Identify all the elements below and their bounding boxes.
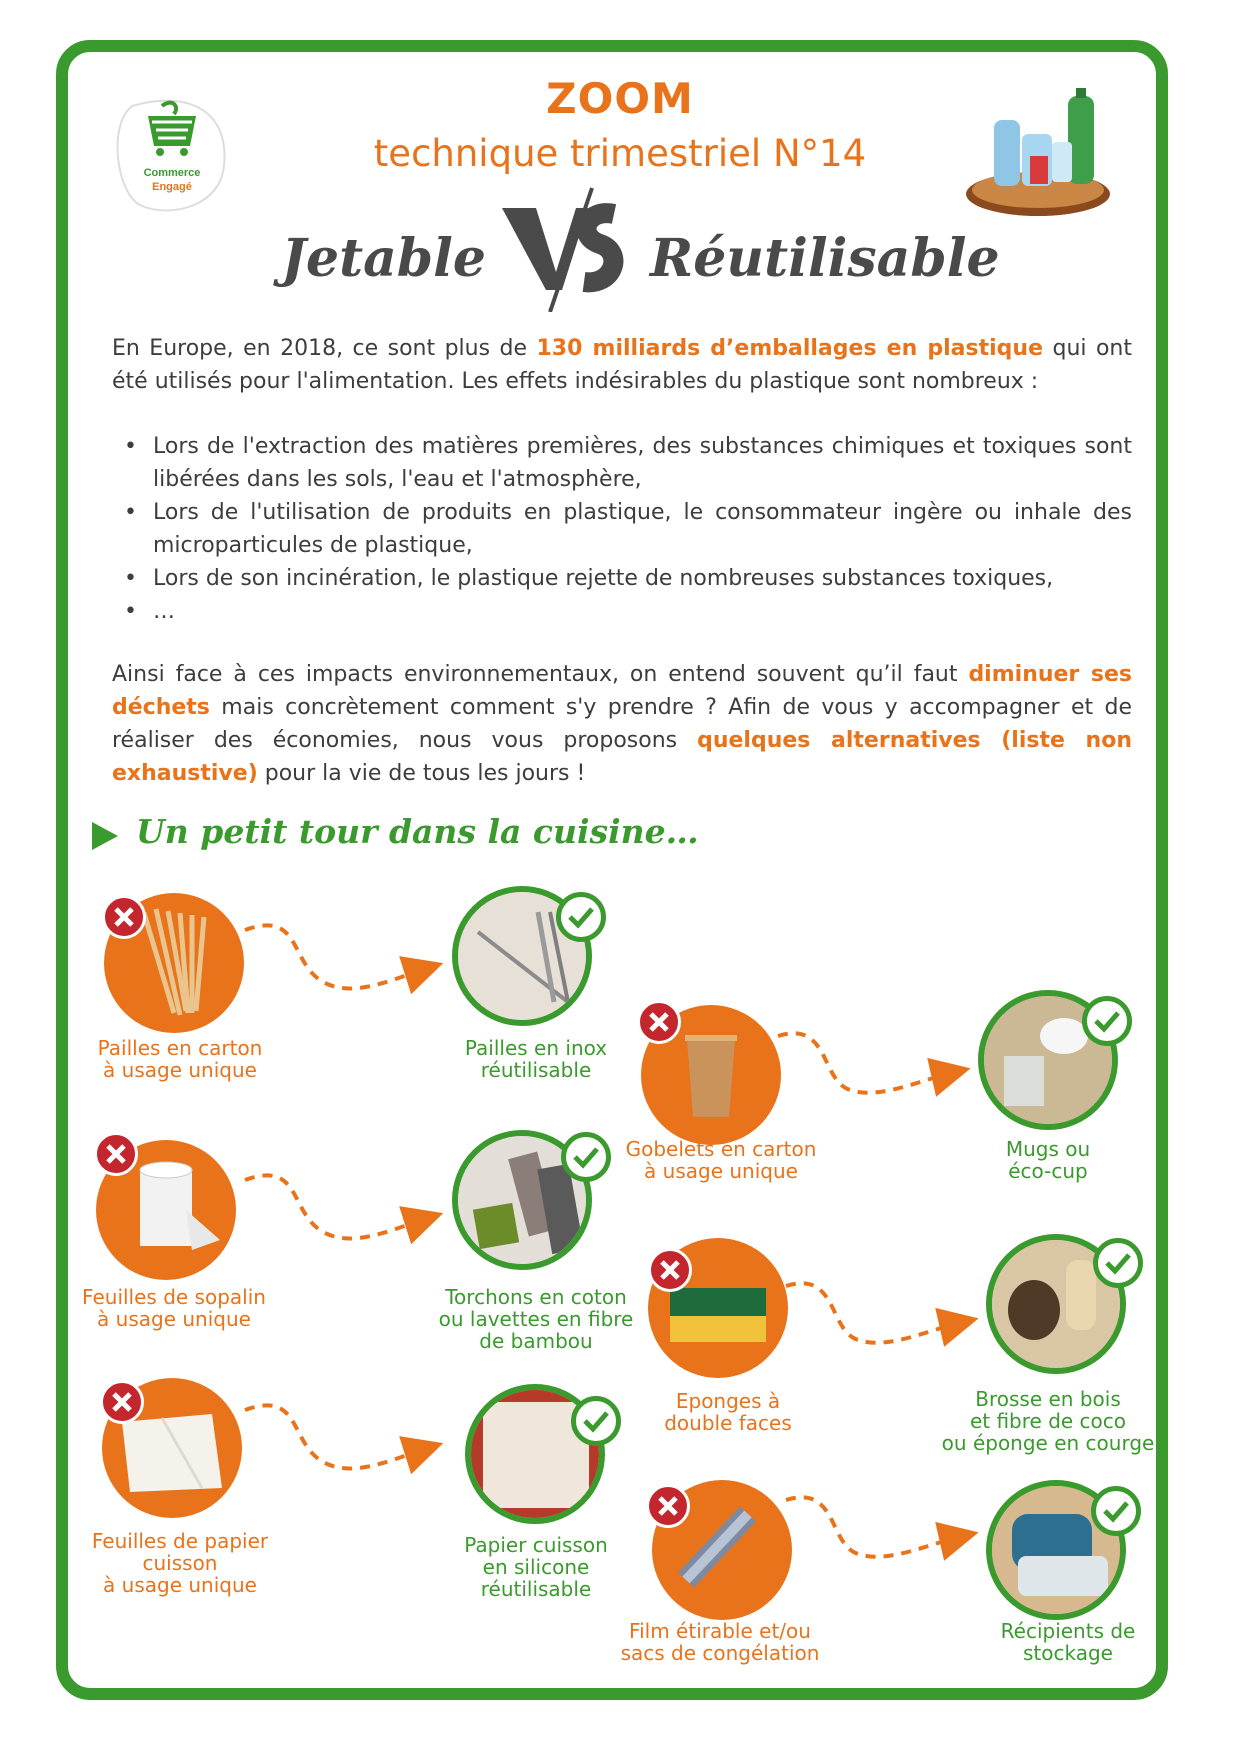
reusable-caption: Brosse en bois et fibre de coco ou éponge en courge bbox=[941, 1387, 1155, 1455]
intro-text: En Europe, en 2018, ce sont plus de bbox=[112, 336, 537, 361]
list-item: • Lors de l'extraction des matières premières, des substances chimiques et toxiques sont libérées dans les sols, l'eau et l'atmosphère, bbox=[112, 430, 1132, 496]
reusable-caption: Torchons en coton ou lavettes en fibre de bambou bbox=[438, 1285, 634, 1353]
logo-text-1: Commerce bbox=[143, 167, 201, 179]
disposable-caption: Pailles en carton à usage unique bbox=[97, 1036, 263, 1082]
disposable-caption: Feuilles de sopalin à usage unique bbox=[82, 1285, 266, 1331]
disposable-caption: Eponges à double faces bbox=[664, 1389, 792, 1435]
disposable-x-icon bbox=[102, 895, 146, 939]
disposable-caption: Feuilles de papier cuisson à usage unique bbox=[91, 1529, 269, 1597]
p2-highlight-1: diminuer ses déchets bbox=[112, 662, 1132, 720]
page-subtitle: technique trimestriel N°14 bbox=[373, 132, 867, 175]
reutilisable-label: Réutilisable bbox=[650, 228, 1000, 289]
disposable-caption: Film étirable et/ou sacs de congélation bbox=[620, 1619, 820, 1665]
reusable-caption: Pailles en inox réutilisable bbox=[464, 1036, 608, 1082]
reusable-check-icon bbox=[561, 1132, 611, 1182]
disposable-x-icon bbox=[646, 1484, 690, 1528]
disposable-x-icon bbox=[637, 1000, 681, 1044]
disposable-caption: Gobelets en carton à usage unique bbox=[625, 1137, 817, 1183]
disposable-x-icon bbox=[94, 1132, 138, 1176]
reusable-caption: Papier cuisson en silicone réutilisable bbox=[464, 1533, 608, 1601]
list-item: • … bbox=[112, 595, 1132, 628]
list-item: • Lors de l'utilisation de produits en plastique, le consommateur ingère ou inhale des microparticules de plastique, bbox=[112, 496, 1132, 562]
reusable-check-icon bbox=[1091, 1486, 1141, 1536]
p2-highlight-2: quelques alternatives (liste non exhaustive) bbox=[112, 728, 1132, 786]
section-title-text: Un petit tour dans la cuisine… bbox=[136, 812, 699, 851]
disposable-x-icon bbox=[100, 1380, 144, 1424]
disposable-x-icon bbox=[648, 1248, 692, 1292]
intro-text-end: qui ont été utilisés pour l'alimentation. Les effets indésirables du plastique sont nombreux : bbox=[112, 336, 1132, 394]
logo-text-2: Engagé bbox=[152, 181, 192, 193]
reusable-check-icon bbox=[1082, 996, 1132, 1046]
list-item: • Lors de son incinération, le plastique rejette de nombreuses substances toxiques, bbox=[112, 562, 1132, 595]
page-title: ZOOM bbox=[546, 74, 694, 123]
reusable-caption: Récipients de stockage bbox=[1000, 1619, 1136, 1665]
reusable-check-icon bbox=[1093, 1238, 1143, 1288]
p2-text-a: Ainsi face à ces impacts environnementaux, on entend souvent qu’il faut bbox=[112, 662, 969, 687]
p2-text-b: mais concrètement comment s'y prendre ? Afin de vous y accompagner et de réaliser des économies, nous vous proposons bbox=[112, 695, 1132, 753]
p2-text-c: pour la vie de tous les jours ! bbox=[257, 761, 586, 786]
reusable-check-icon bbox=[571, 1396, 621, 1446]
reusable-caption: Mugs ou éco-cup bbox=[1005, 1137, 1091, 1183]
intro-highlight: 130 milliards d’emballages en plastique bbox=[536, 336, 1044, 361]
jetable-label: Jetable bbox=[281, 228, 486, 289]
reusable-check-icon bbox=[556, 892, 606, 942]
